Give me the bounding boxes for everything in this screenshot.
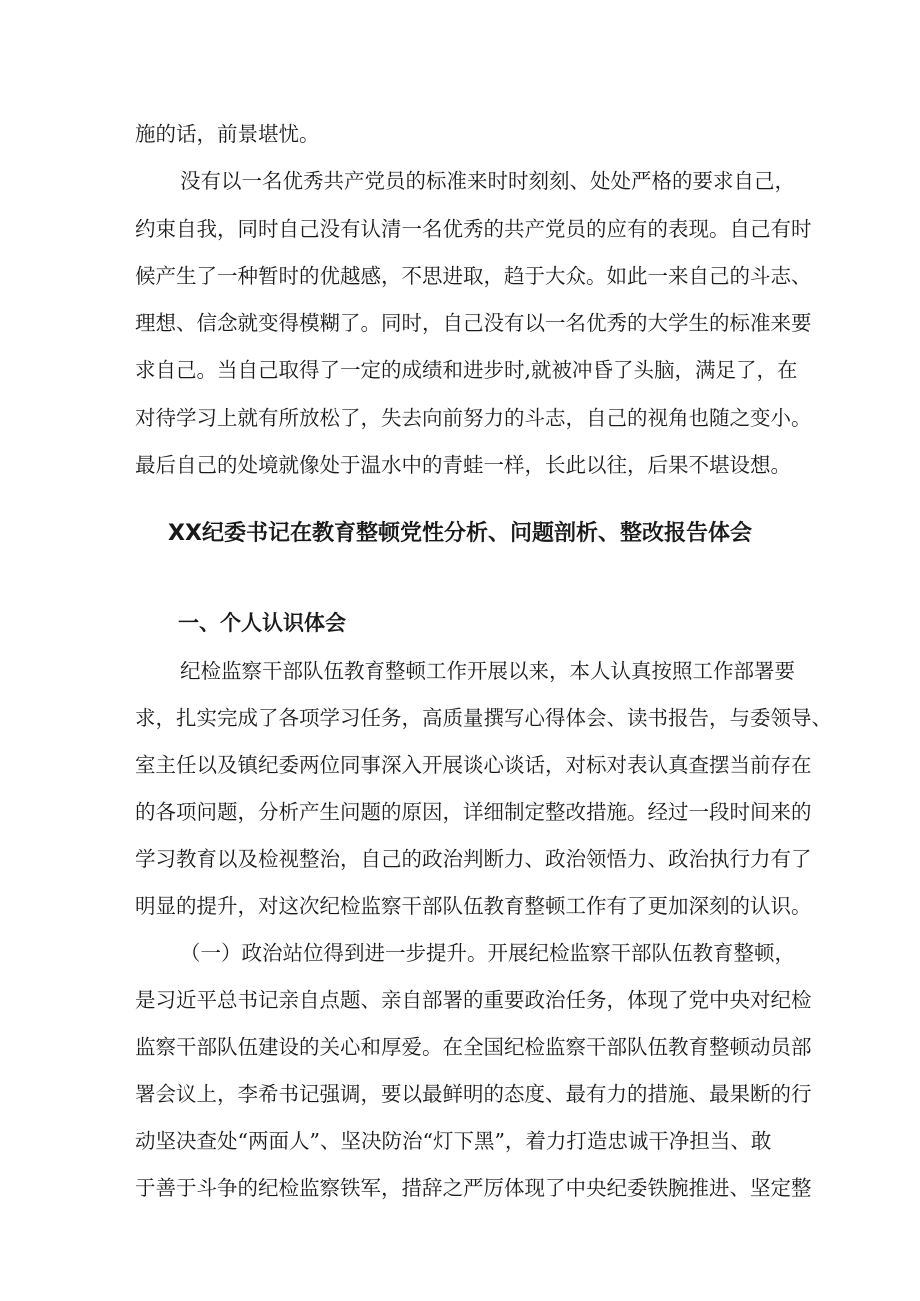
paragraph-line: 求自己。当自己取得了一定的成绩和进步时,就被冲昏了头脑，满足了，在	[135, 358, 798, 382]
paragraph-line: 没有以一名优秀共产党员的标准来时时刻刻、处处严格的要求自己，	[180, 169, 795, 193]
paragraph-line: 施的话，前景堪忧。	[135, 122, 320, 146]
paragraph-line: 室主任以及镇纪委两位同事深入开展谈心谈话，对标对表认真查摆当前存在	[135, 753, 812, 777]
section-heading: 一、个人认识体会	[178, 611, 346, 635]
paragraph-line: 约束自我，同时自己没有认清一名优秀的共产党员的应有的表现。自己有时	[135, 217, 812, 241]
paragraph-line: 监察干部队伍建设的关心和厚爱。在全国纪检监察干部队伍教育整顿动员部	[135, 1035, 812, 1059]
paragraph-line: 候产生了一种暂时的优越感，不思进取，趋于大众。如此一来自己的斗志、	[135, 264, 812, 288]
paragraph-line: 明显的提升，对这次纪检监察干部队伍教育整顿工作有了更加深刻的认识。	[135, 894, 812, 918]
paragraph-line: 求，扎实完成了各项学习任务，高质量撰写心得体会、读书报告，与委领导、	[135, 706, 832, 730]
paragraph-line: （一）政治站位得到进一步提升。开展纪检监察干部队伍教育整顿，	[180, 941, 795, 965]
paragraph-line: 动坚决查处“两面人”、坚决防治“灯下黑”，着力打造忠诚干净担当、敢	[135, 1129, 772, 1153]
paragraph-line: 纪检监察干部队伍教育整顿工作开展以来，本人认真按照工作部署要	[180, 659, 795, 683]
paragraph-line: 于善于斗争的纪检监察铁军，措辞之严厉体现了中央纪委铁腕推进、坚定整	[135, 1176, 812, 1200]
paragraph-line: 署会议上，李希书记强调，要以最鲜明的态度、最有力的措施、最果断的行	[135, 1082, 812, 1106]
paragraph-line: 的各项问题，分析产生问题的原因，详细制定整改措施。经过一段时间来的	[135, 800, 812, 824]
paragraph-line: 学习教育以及检视整治，自己的政治判断力、政治领悟力、政治执行力有了	[135, 847, 812, 871]
paragraph-line: 理想、信念就变得模糊了。同时，自己没有以一名优秀的大学生的标准来要	[135, 311, 812, 335]
paragraph-line: 是习近平总书记亲自点题、亲自部署的重要政治任务，体现了党中央对纪检	[135, 988, 812, 1012]
document-title: XX纪委书记在教育整顿党性分析、问题剖析、整改报告体会	[168, 521, 752, 546]
paragraph-line: 对待学习上就有所放松了，失去向前努力的斗志，自己的视角也随之变小。	[135, 406, 812, 430]
paragraph-line: 最后自己的处境就像处于温水中的青蛙一样，长此以往，后果不堪设想。	[135, 453, 791, 477]
